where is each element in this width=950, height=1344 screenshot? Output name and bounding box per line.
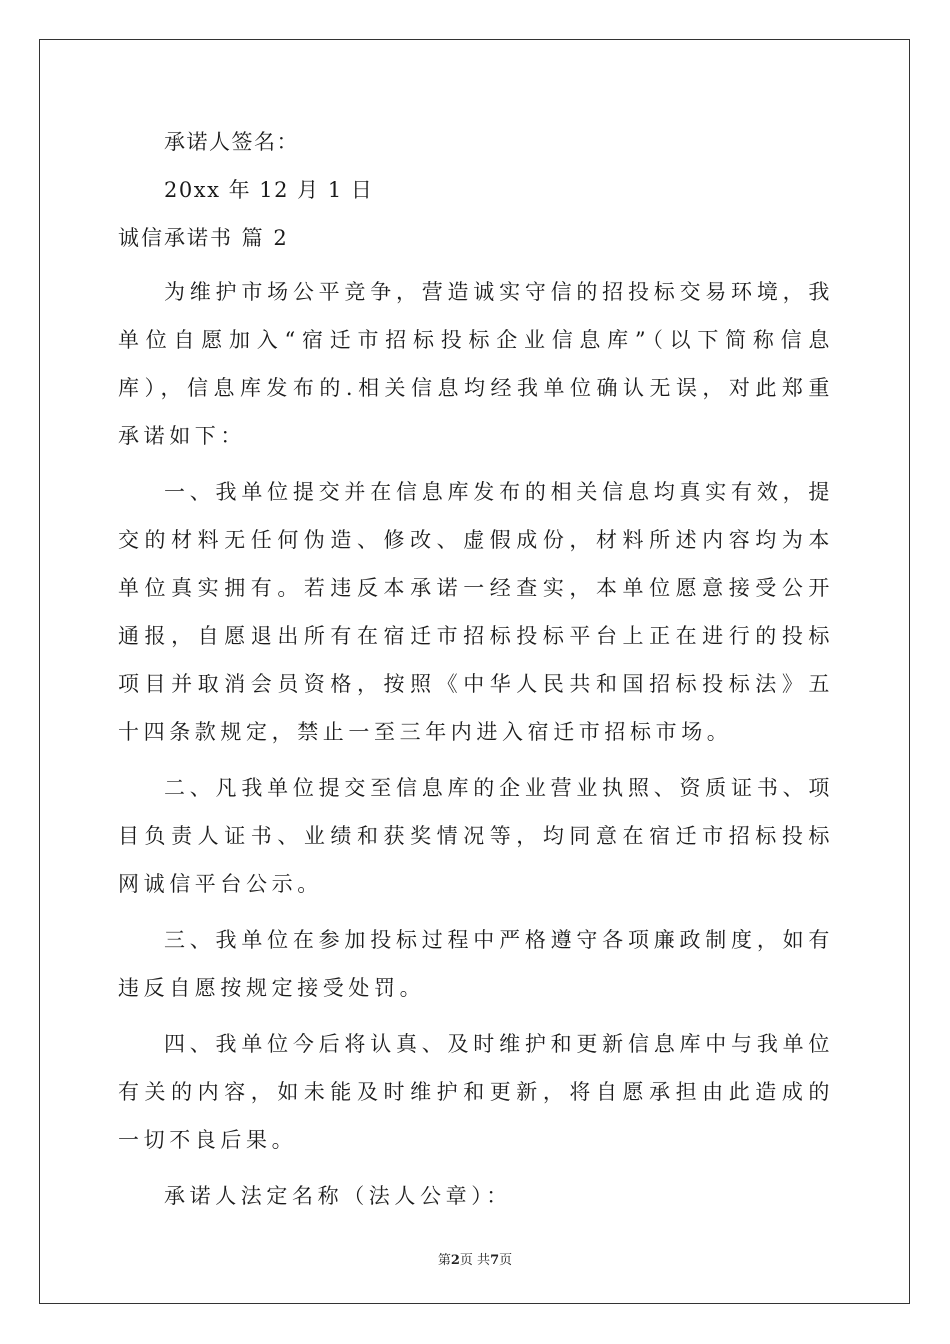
footer-page-mid: 页 共 bbox=[459, 1253, 491, 1268]
footer-page-suffix: 页 bbox=[499, 1253, 513, 1268]
paragraph-intro: 为维护市场公平竞争，营造诚实守信的招投标交易环境，我单位自愿加入“宿迁市招标投标企业信息库”（以下简称信息库），信息库发布的.相关信息均经我单位确认无误，对此郑重承诺如下： bbox=[118, 280, 834, 448]
footer-page-total: 7 bbox=[490, 1253, 500, 1268]
document-body bbox=[118, 128, 834, 1228]
date-line: 20xx 年 12 月 1 日 bbox=[164, 178, 374, 202]
paragraph-clause-4: 四、我单位今后将认真、及时维护和更新信息库中与我单位有关的内容，如未能及时维护和更新，将自愿承担由此造成的一切不良后果。 bbox=[118, 1032, 834, 1152]
paragraph-clause-3: 三、我单位在参加投标过程中严格遵守各项廉政制度，如有违反自愿按规定接受处罚。 bbox=[118, 928, 834, 1000]
legal-name-line: 承诺人法定名称（法人公章）： bbox=[164, 1184, 512, 1208]
paragraph-clause-2: 二、凡我单位提交至信息库的企业营业执照、资质证书、项目负责人证书、业绩和获奖情况等，均同意在宿迁市招标投标网诚信平台公示。 bbox=[118, 776, 834, 896]
section-title: 诚信承诺书 篇 2 bbox=[118, 226, 289, 250]
footer-page-current: 2 bbox=[450, 1253, 460, 1268]
footer-page-prefix: 第 bbox=[437, 1253, 451, 1268]
page-footer bbox=[0, 1249, 950, 1268]
paragraph-clause-1: 一、我单位提交并在信息库发布的相关信息均真实有效，提交的材料无任何伪造、修改、虚假成份，材料所述内容均为本单位真实拥有。若违反本承诺一经查实，本单位愿意接受公开通报，自愿退出所有在宿迁市招标投标平台上正在进行的投标项目并取消会员资格，按照《中华人民共和国招标投标法》五十四条款规定，禁止一至三年内进入宿迁市招标市场。 bbox=[118, 480, 834, 744]
signature-line: 承诺人签名： bbox=[164, 130, 299, 154]
